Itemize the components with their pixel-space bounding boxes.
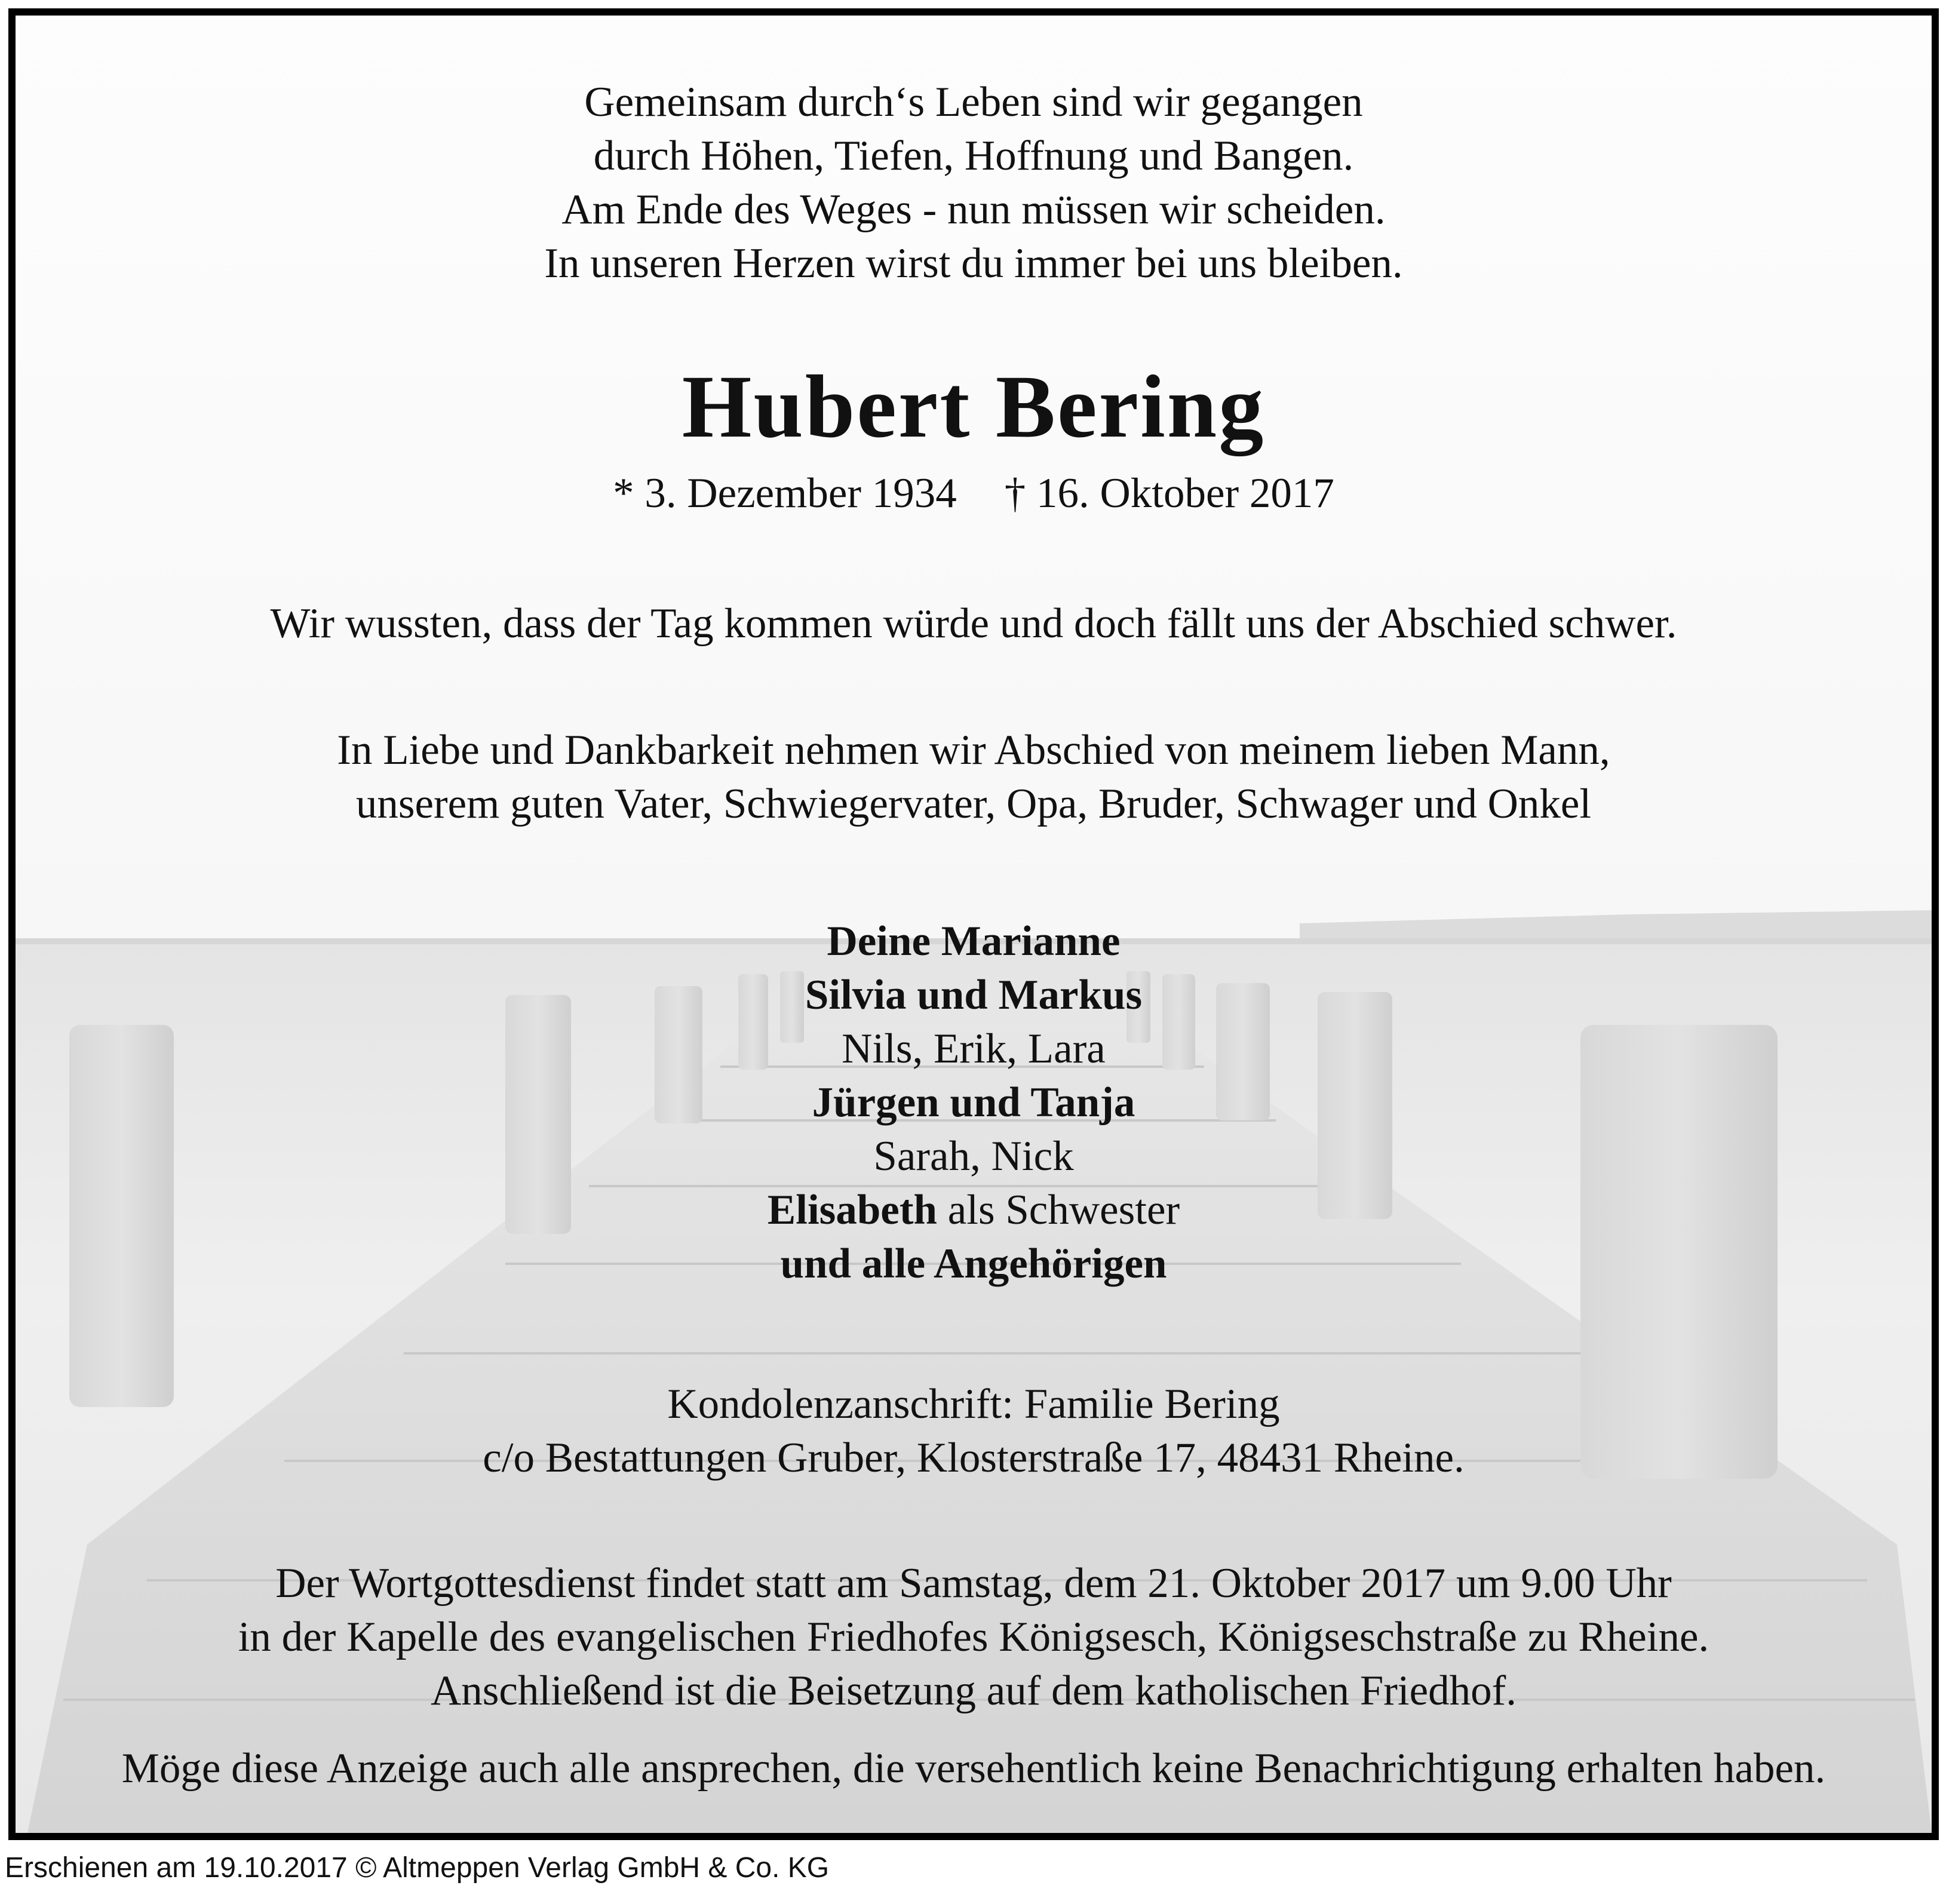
service-line-3: Anschließend ist die Beisetzung auf dem katholischen Friedhof.	[431, 1667, 1517, 1714]
poem-line-3: Am Ende des Weges - nun müssen wir scheiden.	[561, 186, 1386, 233]
poem-line-4: In unseren Herzen wirst du immer bei uns bleiben.	[544, 240, 1403, 287]
poem-line-1: Gemeinsam durch‘s Leben sind wir gegangen	[584, 79, 1363, 125]
life-dates	[16, 466, 1932, 520]
farewell-line-2: unserem guten Vater, Schwiegervater, Opa, Bruder, Schwager und Onkel	[355, 781, 1592, 827]
deceased-name: Hubert Bering	[682, 357, 1266, 456]
mourner-grandchildren-2: Sarah, Nick	[873, 1133, 1074, 1180]
mourner-elisabeth-name: Elisabeth	[767, 1187, 937, 1233]
mourner-juergen-tanja: Jürgen und Tanja	[812, 1079, 1135, 1126]
birth-date: * 3. Dezember 1934	[613, 470, 957, 517]
poem-line-2: durch Höhen, Tiefen, Hoffnung und Bangen.	[593, 133, 1354, 179]
farewell-line-1: In Liebe und Dankbarkeit nehmen wir Abschied von meinem lieben Mann,	[337, 727, 1610, 773]
closing-note: Möge diese Anzeige auch alle ansprechen, die versehentlich keine Benachrichtigung erhalten haben.	[121, 1745, 1826, 1792]
publication-footer: Erschienen am 19.10.2017 © Altmeppen Verlag GmbH & Co. KG	[5, 1852, 830, 1884]
intro-text: Wir wussten, dass der Tag kommen würde und doch fällt uns der Abschied schwer.	[270, 600, 1677, 647]
condolence-line-1: Kondolenzanschrift: Familie Bering	[667, 1381, 1280, 1427]
mourner-grandchildren-1: Nils, Erik, Lara	[842, 1025, 1106, 1072]
mourner-elisabeth	[16, 1183, 1932, 1237]
service-line-1: Der Wortgottesdienst findet statt am Samstag, dem 21. Oktober 2017 um 9.00 Uhr	[275, 1560, 1672, 1607]
condolence-line-2: c/o Bestattungen Gruber, Klosterstraße 17, 48431 Rheine.	[483, 1435, 1465, 1481]
obituary-frame	[8, 8, 1939, 1840]
mourner-marianne: Deine Marianne	[827, 918, 1121, 965]
mourner-all-relatives: und alle Angehörigen	[780, 1240, 1167, 1287]
death-date: † 16. Oktober 2017	[1004, 470, 1334, 517]
mourner-elisabeth-relation: als Schwester	[937, 1187, 1180, 1233]
service-line-2: in der Kapelle des evangelischen Friedhofes Königsesch, Königseschstraße zu Rheine.	[238, 1614, 1709, 1660]
obituary-text	[16, 16, 1932, 1833]
mourner-silvia-markus: Silvia und Markus	[805, 972, 1143, 1018]
